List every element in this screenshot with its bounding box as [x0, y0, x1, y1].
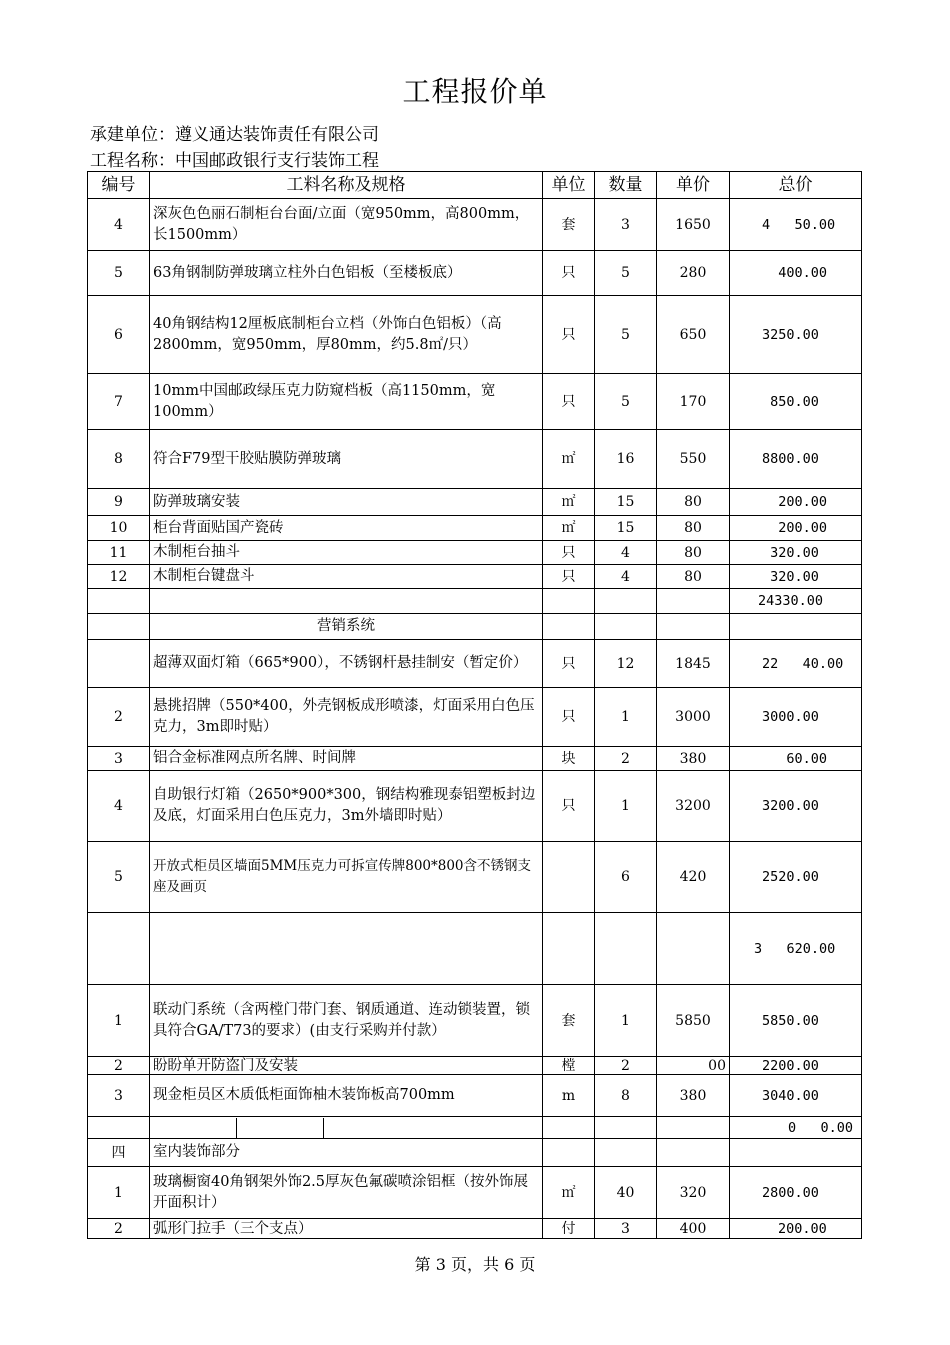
split-cell-dividers — [150, 1118, 542, 1138]
item-price: 380 — [657, 1075, 730, 1117]
item-unit — [543, 1139, 595, 1167]
item-no: 5 — [88, 842, 150, 913]
item-unit: 只 — [543, 771, 595, 842]
item-total: 200.00 — [730, 489, 862, 516]
item-no — [88, 589, 150, 614]
item-unit — [543, 1117, 595, 1139]
item-no: 6 — [88, 296, 150, 374]
header-cell: 数量 — [595, 172, 657, 199]
blank-split-cell — [150, 1117, 543, 1139]
item-total: 400.00 — [730, 251, 862, 296]
item-qty — [595, 614, 657, 640]
item-total: 200.00 — [730, 1219, 862, 1239]
item-price: 420 — [657, 842, 730, 913]
item-price: 380 — [657, 747, 730, 771]
item-qty — [595, 1117, 657, 1139]
item-unit — [543, 842, 595, 913]
item-unit — [543, 614, 595, 640]
item-name: 自助银行灯箱（2650*900*300，钢结构雅现泰铝塑板封边及底，灯面采用白色压克力，3m外墙即时贴） — [150, 771, 543, 842]
subtotal-value: 3 620.00 — [730, 913, 862, 985]
item-price: 3200 — [657, 771, 730, 842]
table-row — [88, 296, 862, 374]
item-unit: ㎡ — [543, 489, 595, 516]
item-unit: 只 — [543, 251, 595, 296]
item-total — [730, 1139, 862, 1167]
item-name: 10mm中国邮政绿压克力防窥档板（高1150mm，宽100mm） — [150, 374, 543, 430]
item-name: 40角钢结构12厘板底制柜台立档（外饰白色铝板）（高2800mm，宽950mm，厚80mm，约5.8㎡/只） — [150, 296, 543, 374]
table-row — [88, 1075, 862, 1117]
item-price: 1845 — [657, 640, 730, 688]
table-row — [88, 251, 862, 296]
item-qty: 1 — [595, 771, 657, 842]
item-price: 3000 — [657, 688, 730, 747]
item-no: 2 — [88, 1057, 150, 1075]
item-unit: ㎡ — [543, 516, 595, 541]
item-qty: 40 — [595, 1167, 657, 1219]
item-price: 1650 — [657, 199, 730, 251]
item-total: 320.00 — [730, 541, 862, 565]
item-no: 4 — [88, 771, 150, 842]
item-total — [730, 614, 862, 640]
page-title: 工程报价单 — [402, 75, 548, 108]
item-qty: 1 — [595, 688, 657, 747]
table-row — [88, 842, 862, 913]
header-cell: 工料名称及规格 — [150, 172, 543, 199]
item-no: 2 — [88, 688, 150, 747]
table-row — [88, 1167, 862, 1219]
table-header-row — [88, 172, 862, 199]
item-no: 3 — [88, 747, 150, 771]
item-unit: 樘 — [543, 1057, 595, 1075]
item-price: 80 — [657, 489, 730, 516]
table-row — [88, 985, 862, 1057]
item-name — [150, 913, 543, 985]
item-price: 5850 — [657, 985, 730, 1057]
item-qty: 4 — [595, 565, 657, 589]
item-total: 2800.00 — [730, 1167, 862, 1219]
item-price: 550 — [657, 430, 730, 489]
item-name: 防弹玻璃安装 — [150, 489, 543, 516]
quotation-table — [87, 171, 862, 1239]
table-row — [88, 565, 862, 589]
section-row — [88, 614, 862, 640]
item-unit: 套 — [543, 199, 595, 251]
table-row — [88, 747, 862, 771]
item-total: 8800.00 — [730, 430, 862, 489]
item-qty: 16 — [595, 430, 657, 489]
item-price: 170 — [657, 374, 730, 430]
item-price: 650 — [657, 296, 730, 374]
item-total: 3250.00 — [730, 296, 862, 374]
item-total: 2200.00 — [730, 1057, 862, 1075]
item-qty: 2 — [595, 1057, 657, 1075]
item-name: 悬挑招牌（550*400，外壳钢板成形喷漆，灯面采用白色压克力，3m即时贴） — [150, 688, 543, 747]
item-no: 4 — [88, 199, 150, 251]
item-unit: 只 — [543, 541, 595, 565]
subtotal-value: 24330.00 — [730, 589, 862, 614]
item-name: 铝合金标准网点所名牌、时间牌 — [150, 747, 543, 771]
item-unit: 只 — [543, 296, 595, 374]
item-price: 320 — [657, 1167, 730, 1219]
item-price: 80 — [657, 541, 730, 565]
item-qty: 1 — [595, 985, 657, 1057]
item-qty: 15 — [595, 489, 657, 516]
item-unit: 块 — [543, 747, 595, 771]
item-name — [150, 589, 543, 614]
item-no: 11 — [88, 541, 150, 565]
table-row — [88, 640, 862, 688]
project-name-line: 工程名称：中国邮政银行支行装饰工程 — [90, 151, 379, 171]
item-name: 盼盼单开防盗门及安装 — [150, 1057, 543, 1075]
section-title: 营销系统 — [150, 614, 543, 640]
item-price: 80 — [657, 516, 730, 541]
item-unit: 只 — [543, 640, 595, 688]
table-row — [88, 516, 862, 541]
section-title: 室内装饰部分 — [150, 1139, 543, 1167]
item-qty: 5 — [595, 374, 657, 430]
item-unit: 付 — [543, 1219, 595, 1239]
item-no — [88, 913, 150, 985]
item-unit: 只 — [543, 688, 595, 747]
table-row — [88, 771, 862, 842]
item-price — [657, 614, 730, 640]
item-no: 3 — [88, 1075, 150, 1117]
header-cell: 单价 — [657, 172, 730, 199]
item-name: 63角钢制防弹玻璃立柱外白色铝板（至楼板底） — [150, 251, 543, 296]
item-qty — [595, 589, 657, 614]
item-qty: 5 — [595, 296, 657, 374]
item-qty: 2 — [595, 747, 657, 771]
item-qty: 5 — [595, 251, 657, 296]
item-no — [88, 614, 150, 640]
table-row — [88, 541, 862, 565]
header-cell: 总价 — [730, 172, 862, 199]
item-total: 22 40.00 — [730, 640, 862, 688]
item-total: 5850.00 — [730, 985, 862, 1057]
item-no: 2 — [88, 1219, 150, 1239]
item-price: 400 — [657, 1219, 730, 1239]
item-no: 7 — [88, 374, 150, 430]
item-qty: 4 — [595, 541, 657, 565]
item-unit: m — [543, 1075, 595, 1117]
table-row — [88, 430, 862, 489]
item-name: 弧形门拉手（三个支点） — [150, 1219, 543, 1239]
page-number: 第 3 页，共 6 页 — [414, 1255, 536, 1274]
item-name: 符合F79型干胶贴膜防弹玻璃 — [150, 430, 543, 489]
item-no — [88, 640, 150, 688]
item-total: 2520.00 — [730, 842, 862, 913]
item-price — [657, 913, 730, 985]
item-unit: 只 — [543, 374, 595, 430]
item-no: 5 — [88, 251, 150, 296]
item-name: 柜台背面贴国产瓷砖 — [150, 516, 543, 541]
subtotal-row — [88, 589, 862, 614]
item-name: 木制柜台抽斗 — [150, 541, 543, 565]
item-total: 4 50.00 — [730, 199, 862, 251]
subtotal-value: 0 0.00 — [730, 1117, 862, 1139]
item-unit — [543, 913, 595, 985]
item-name: 超薄双面灯箱（665*900），不锈钢杆悬挂制安（暂定价） — [150, 640, 543, 688]
item-no: 9 — [88, 489, 150, 516]
table-row — [88, 489, 862, 516]
header-cell: 单位 — [543, 172, 595, 199]
item-unit: ㎡ — [543, 430, 595, 489]
item-no — [88, 1117, 150, 1139]
item-unit — [543, 589, 595, 614]
item-no: 1 — [88, 985, 150, 1057]
item-qty: 8 — [595, 1075, 657, 1117]
table-row — [88, 1057, 862, 1075]
item-qty: 3 — [595, 199, 657, 251]
item-total: 3000.00 — [730, 688, 862, 747]
item-price: 280 — [657, 251, 730, 296]
item-unit: 套 — [543, 985, 595, 1057]
item-qty: 12 — [595, 640, 657, 688]
item-qty: 15 — [595, 516, 657, 541]
item-total: 3040.00 — [730, 1075, 862, 1117]
table-row — [88, 199, 862, 251]
item-price — [657, 1117, 730, 1139]
split-segment — [150, 1118, 237, 1138]
section-no: 四 — [88, 1139, 150, 1167]
item-no: 1 — [88, 1167, 150, 1219]
item-name: 开放式柜员区墙面5MM压克力可拆宣传牌800*800含不锈钢支座及画页 — [150, 842, 543, 913]
item-total: 320.00 — [730, 565, 862, 589]
item-name: 木制柜台键盘斗 — [150, 565, 543, 589]
item-qty — [595, 913, 657, 985]
section-row — [88, 1139, 862, 1167]
item-qty: 3 — [595, 1219, 657, 1239]
item-name: 玻璃橱窗40角钢架外饰2.5厚灰色氟碳喷涂铝框（按外饰展开面积计） — [150, 1167, 543, 1219]
item-price: 00 — [657, 1057, 730, 1075]
item-price — [657, 589, 730, 614]
item-total: 850.00 — [730, 374, 862, 430]
item-price: 80 — [657, 565, 730, 589]
item-name: 深灰色色丽石制柜台台面/立面（宽950mm，高800mm，长1500mm） — [150, 199, 543, 251]
item-qty — [595, 1139, 657, 1167]
item-name: 现金柜员区木质低柜面饰柚木装饰板高700mm — [150, 1075, 543, 1117]
table-row — [88, 1219, 862, 1239]
table-row — [88, 374, 862, 430]
item-price — [657, 1139, 730, 1167]
item-total: 3200.00 — [730, 771, 862, 842]
subtotal-row — [88, 1117, 862, 1139]
item-total: 60.00 — [730, 747, 862, 771]
item-total: 200.00 — [730, 516, 862, 541]
split-segment — [237, 1118, 324, 1138]
item-unit: 只 — [543, 565, 595, 589]
table-row — [88, 688, 862, 747]
item-no: 12 — [88, 565, 150, 589]
item-no: 8 — [88, 430, 150, 489]
item-name: 联动门系统（含两樘门带门套、钢质通道、连动锁装置，锁具符合GA/T73的要求）(由支行采购并付款） — [150, 985, 543, 1057]
item-qty: 6 — [595, 842, 657, 913]
header-cell: 编号 — [88, 172, 150, 199]
subtotal-row — [88, 913, 862, 985]
item-no: 10 — [88, 516, 150, 541]
contractor-line: 承建单位：遵义通达装饰责任有限公司 — [90, 125, 379, 145]
item-unit: ㎡ — [543, 1167, 595, 1219]
